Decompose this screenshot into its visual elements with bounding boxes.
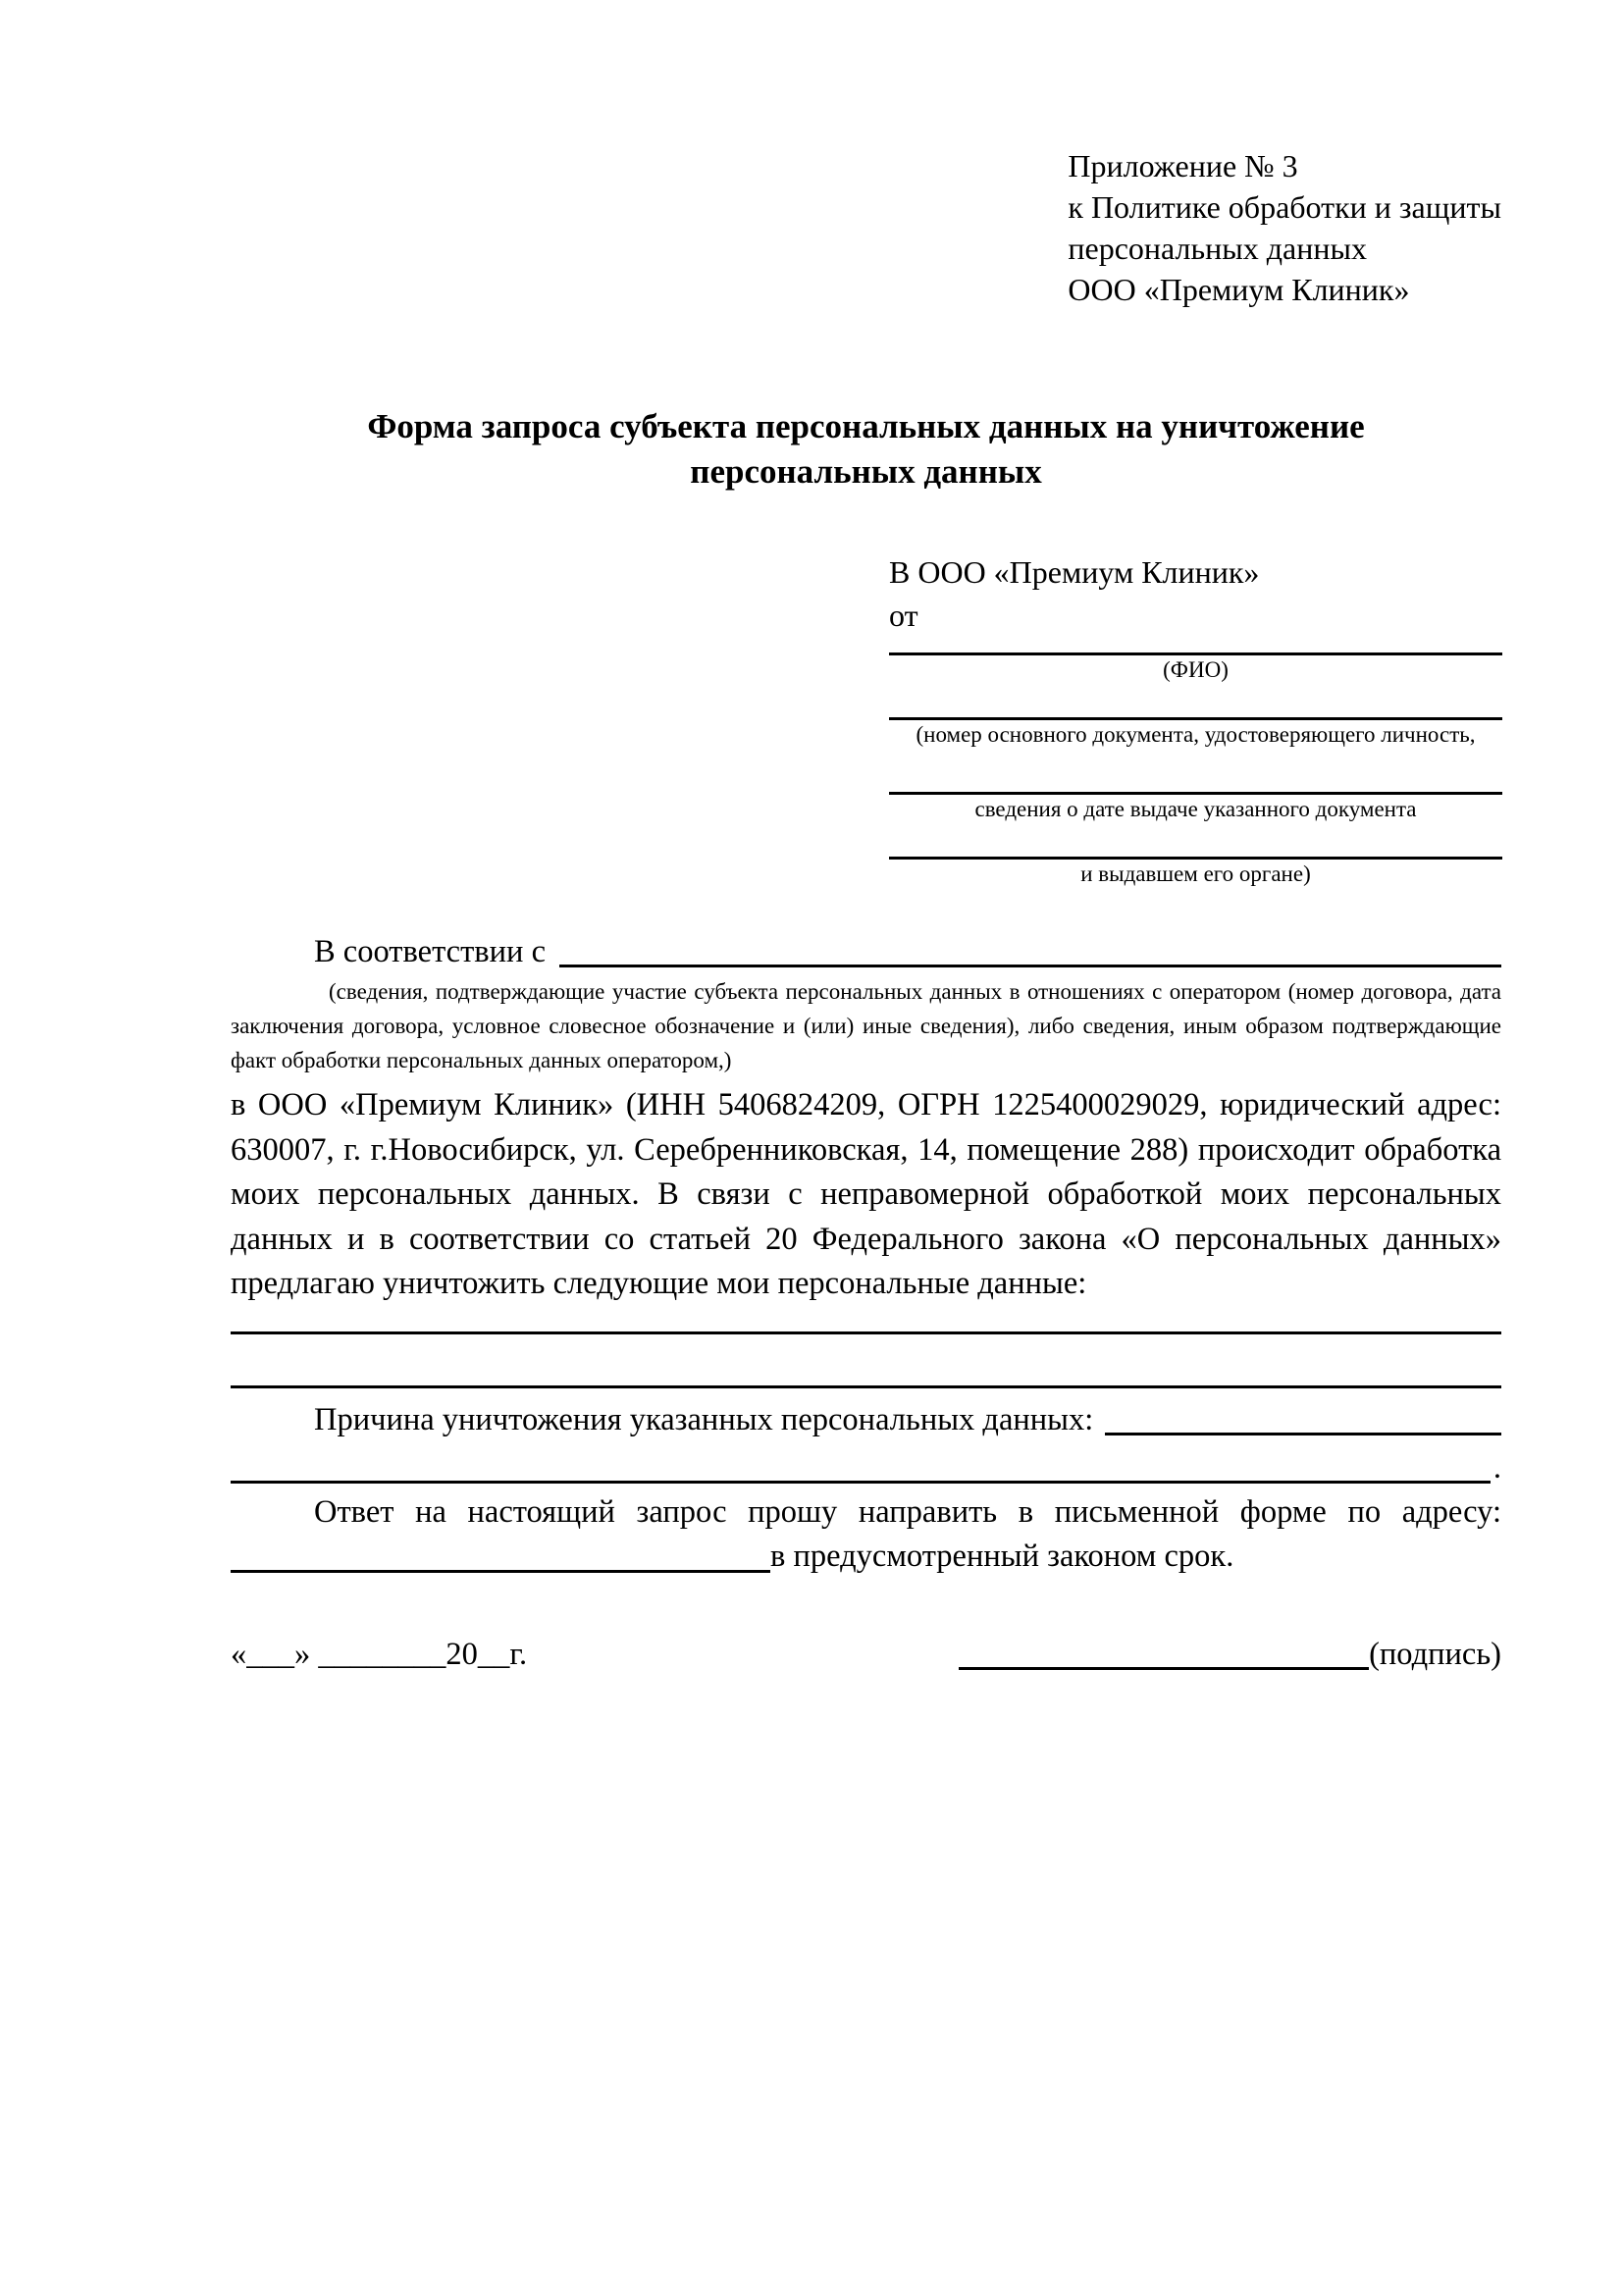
issue-date-blank-line <box>889 763 1502 795</box>
reason-label: Причина уничтожения указанных персональных данных: <box>314 1401 1094 1437</box>
fine-print-note: (сведения, подтверждающие участие субъекта персональных данных в отношениях с оператором (номер договора, дата заключения договора, условное словесное обозначение и (или) иные сведения), либо сведения, иным образом подтверждающие факт обработки персональных данных оператором,) <box>231 979 1501 1072</box>
form-title <box>231 404 1501 495</box>
data-blank-line-2 <box>231 1334 1501 1388</box>
line-terminator: . <box>1492 1449 1501 1486</box>
accordance-label: В соответствии с <box>314 934 546 969</box>
date-signature-row <box>231 1633 1501 1677</box>
fio-blank-line <box>889 640 1502 655</box>
document-number-caption: (номер основного документа, удостоверяющего личность, <box>916 722 1476 747</box>
data-blank-line-1 <box>231 1307 1501 1334</box>
answer-address-row <box>231 1535 1501 1580</box>
answer-tail: в предусмотренный законом срок. <box>770 1539 1234 1574</box>
fio-field <box>889 640 1502 685</box>
issuing-authority-field <box>889 830 1502 889</box>
form-title-line-1: Форма запроса субъекта персональных данных на уничтожение <box>367 407 1365 445</box>
appendix-header <box>1068 145 1501 310</box>
document-number-field <box>889 691 1502 750</box>
issuing-authority-caption: и выдавшем его органе) <box>1080 861 1311 886</box>
appendix-line: персональных данных <box>1068 231 1367 266</box>
reason-blank-line-2 <box>231 1446 1491 1484</box>
issuing-authority-blank-line <box>889 830 1502 860</box>
signature-blank-line <box>959 1633 1369 1670</box>
address-blank-line <box>231 1535 770 1573</box>
reason-row <box>231 1398 1501 1442</box>
appendix-line: Приложение № 3 <box>1068 148 1298 183</box>
appendix-line: ООО «Премиум Клиник» <box>1068 272 1410 307</box>
answer-sentence: Ответ на настоящий запрос прошу направить в письменной форме по адресу: <box>314 1493 1501 1530</box>
addressee-block <box>889 551 1502 889</box>
appendix-line: к Политике обработки и защиты <box>1068 189 1501 225</box>
accordance-blank-line <box>559 930 1501 967</box>
document-number-blank-line <box>889 691 1502 720</box>
date-blank: «___» ________20__г. <box>231 1636 528 1672</box>
main-paragraph: в ООО «Премиум Клиник» (ИНН 5406824209, ОГРН 1225400029029, юридический адрес: 630007, г. г.Новосибирск, ул. Серебренниковская, 14, помещение 288) происходит обработка моих персональных данных. В связи с неправомерной обработкой моих персональных данных и в соответствии со статьей 20 Федерального закона «О персональных данных» предлагаю уничтожить следующие мои персональные данные: <box>231 1087 1501 1301</box>
addressee-to: В ООО «Премиум Клиник» <box>889 554 1260 590</box>
issue-date-caption: сведения о дате выдаче указанного документа <box>974 797 1417 821</box>
issue-date-field <box>889 763 1502 824</box>
signature-block <box>959 1633 1501 1677</box>
reason-blank-line <box>1105 1398 1501 1435</box>
reason-continuation-row <box>231 1446 1501 1490</box>
accordance-row <box>231 930 1501 974</box>
addressee-from-label: от <box>889 598 918 633</box>
signature-caption: (подпись) <box>1369 1636 1501 1672</box>
form-title-line-2: персональных данных <box>690 452 1042 491</box>
fio-caption: (ФИО) <box>1163 657 1229 682</box>
